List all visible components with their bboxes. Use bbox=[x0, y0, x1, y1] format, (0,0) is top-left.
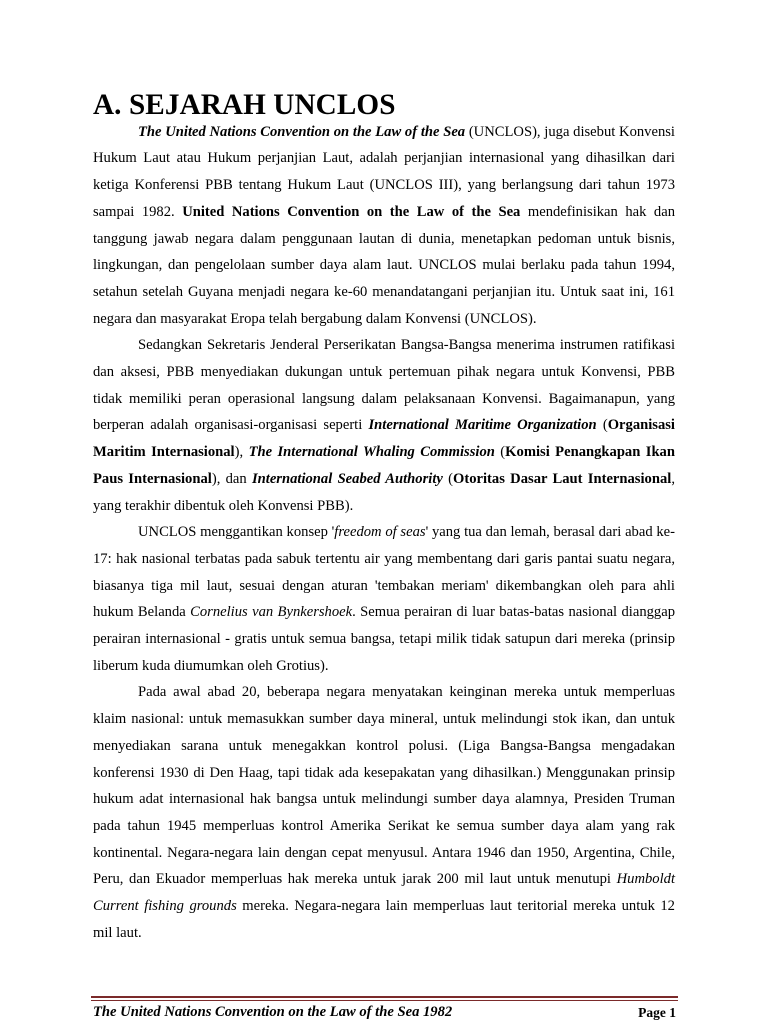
text-run: freedom of seas bbox=[334, 524, 426, 541]
footer-rule-thick bbox=[91, 996, 678, 998]
paragraph-2 bbox=[93, 332, 675, 519]
text-run: ), bbox=[234, 444, 249, 461]
section-heading: A. SEJARAH UNCLOS bbox=[93, 89, 396, 121]
text-run: ( bbox=[596, 417, 608, 434]
paragraph-1 bbox=[93, 119, 675, 333]
text-run: UNCLOS menggantikan konsep ' bbox=[138, 524, 335, 541]
text-run: Pada awal abad 20, beberapa negara menyatakan keinginan mereka untuk memperluas klaim nasional: untuk memasukkan sumber daya mineral, untuk melindungi stok ikan, dan untuk menyediakan sarana untuk menegakkan kontrol polusi. (Liga Bangsa-Bangsa mengadakan konferensi 1930 di Den Haag, tapi tidak ada kesepakatan yang dihasilkan.) Menggunakan prinsip hukum adat internasional hak bangsa untuk melindungi sumber daya alamnya, Presiden Truman pada tahun 1945 memperluas kontrol Amerika Serikat ke semua sumber daya alam yang rak kontinental. Negara-negara lain dengan cepat menyusul. Antara 1946 dan 1950, Argentina, Chile, Peru, dan Ekuador memperluas hak mereka untuk jarak 200 mil laut untuk menutupi bbox=[93, 684, 675, 888]
document-body bbox=[93, 89, 676, 947]
text-run: The International Whaling Commission bbox=[248, 444, 495, 461]
paragraph-3 bbox=[93, 519, 675, 679]
text-run: International Maritime Organization bbox=[368, 417, 597, 434]
footer-rule-thin bbox=[91, 1000, 678, 1001]
footer-page-number: Page 1 bbox=[638, 1005, 676, 1020]
text-run: , yang terakhir dibentuk oleh Konvensi PBB). bbox=[93, 470, 675, 514]
text-run: Humboldt Current fishing grounds bbox=[93, 871, 675, 915]
text-run: Sedangkan Sekretaris Jenderal Perserikatan Bangsa-Bangsa menerima instrumen ratifikasi dan aksesi, PBB menyediakan dukungan untuk pertemuan pihak negara untuk Konvensi, PBB tidak memiliki peran operasional langsung dalam pelaksanaan Konvensi. Bagaimanapun, yang berperan adalah organisasi-organisasi seperti bbox=[93, 337, 675, 434]
text-run: ( bbox=[442, 470, 454, 487]
paragraph-4 bbox=[93, 679, 675, 946]
text-run: Komisi Penangkapan Ikan Paus Internasional bbox=[93, 444, 675, 487]
text-run: (UNCLOS), juga disebut Konvensi Hukum Laut atau Hukum perjanjian Laut, adalah perjanjian internasional yang dihasilkan dari ketiga Konferensi PBB tentang Hukum Laut (UNCLOS III), yang berlangsung dari tahun 1973 sampai 1982. bbox=[93, 123, 675, 220]
text-run: The United Nations Convention on the Law of the Sea bbox=[138, 123, 466, 140]
text-run: . Semua perairan di luar batas-batas nasional dianggap perairan internasional - gratis untuk semua bangsa, tetapi milik tidak satupun dari mereka (prinsip liberum kuda diumumkan oleh Grotius). bbox=[93, 604, 675, 674]
text-run: ), dan bbox=[211, 470, 252, 487]
text-run: United Nations Convention on the Law of the Sea bbox=[182, 203, 521, 220]
text-run: Cornelius van Bynkershoek bbox=[190, 604, 353, 621]
text-run: mereka. Negara-negara lain memperluas laut teritorial mereka untuk 12 mil laut. bbox=[93, 898, 675, 941]
text-run: Otoritas Dasar Laut Internasional bbox=[453, 470, 672, 487]
text-run: ( bbox=[494, 444, 506, 461]
text-run: International Seabed Authority bbox=[251, 470, 443, 487]
footer-title: The United Nations Convention on the Law of the Sea 1982 bbox=[93, 1004, 453, 1020]
text-run: mendefinisikan hak dan tanggung jawab negara dalam penggunaan lautan di dunia, menetapkan pedoman untuk bisnis, lingkungan, dan pengelolaan sumber daya alam laut. UNCLOS mulai berlaku pada tahun 1994, setahun setelah Guyana menjadi negara ke-60 menandatangani perjanjian itu. Untuk saat ini, 161 negara dan masyarakat Eropa telah bergabung dalam Konvensi (UNCLOS). bbox=[93, 203, 675, 327]
text-run: ' yang tua dan lemah, berasal dari abad ke-17: hak nasional terbatas pada sabuk tertentu air yang membentang dari garis pantai suatu negara, biasanya tiga mil laut, sesuai dengan aturan 'tembakan meriam' dikembangkan oleh para ahli hukum Belanda bbox=[93, 524, 676, 621]
text-run: Organisasi Maritim Internasional bbox=[93, 417, 675, 461]
